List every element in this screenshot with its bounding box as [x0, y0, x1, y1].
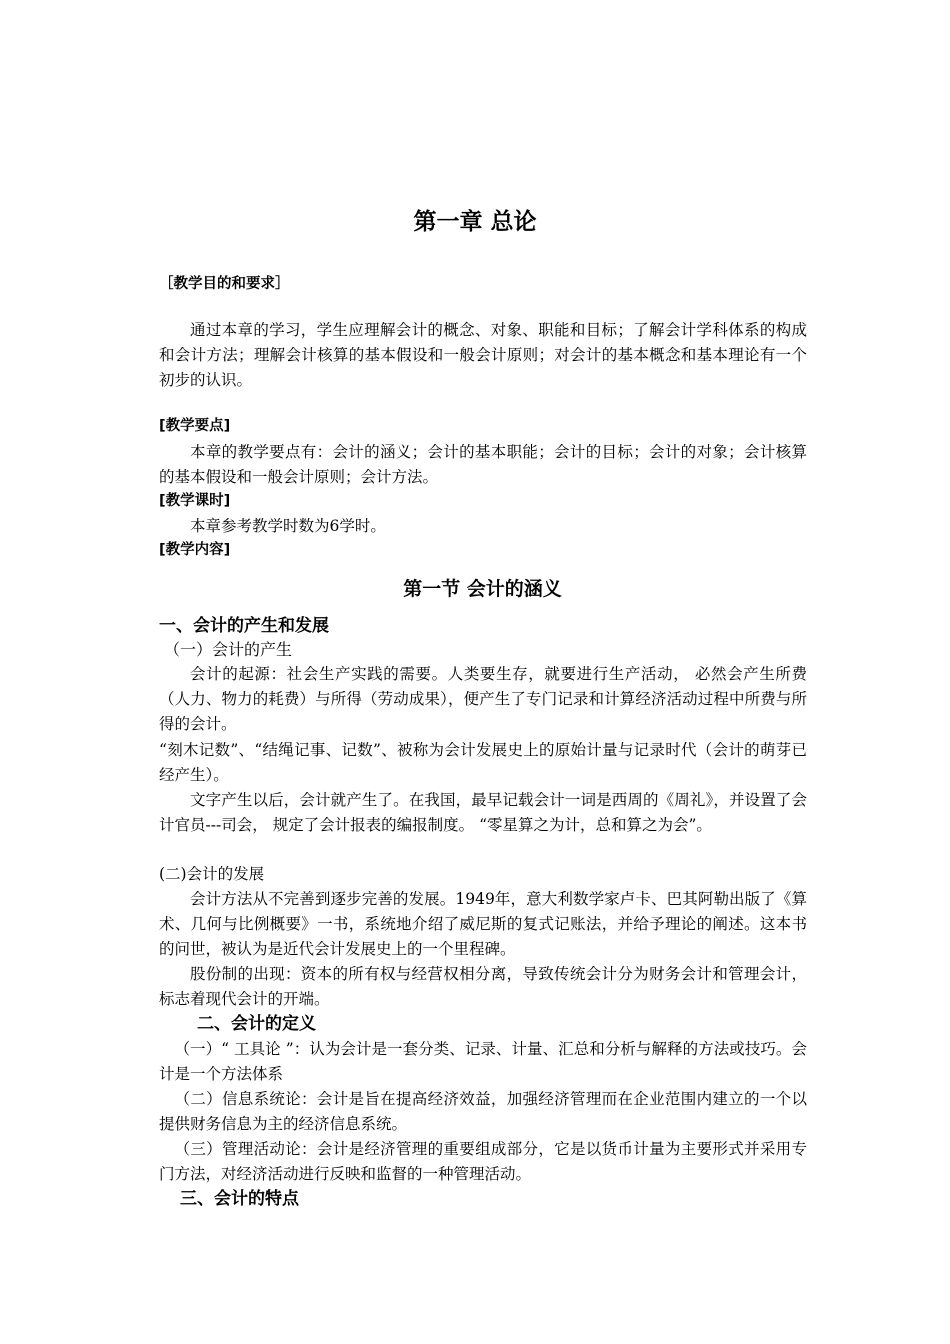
part1-sub2: (二)会计的发展: [159, 865, 265, 883]
part1-paragraph-3: 文字产生以后，会计就产生了。在我国，最早记载会计一词是西周的《周礼》，并设置了会计官员---司会， 规定了会计报表的编报制度。 “零星算之为计，总和算之为会”。: [159, 791, 807, 834]
part1-paragraph-1: 会计的起源：社会生产实践的需要。人类要生存，就要进行生产活动， 必然会产生所费（人力、物力的耗费）与所得（劳动成果），便产生了专门记录和计算经济活动过程中所费与所得的会计。: [159, 665, 807, 733]
chapter-title: 第一章 总论: [413, 209, 537, 235]
part2-heading: 二、会计的定义: [197, 1014, 316, 1034]
definition-1: （一）“ 工具论 ”：认为会计是一套分类、记录、计量、汇总和分析与解释的方法或技巧。会计是一个方法体系: [159, 1040, 807, 1083]
section-title: 第一节 会计的涵义: [403, 578, 562, 600]
hours-text: 本章参考教学时数为6学时。: [190, 517, 386, 535]
part1-heading: 一、会计的产生和发展: [159, 616, 329, 636]
part1-paragraph-5: 股份制的出现：资本的所有权与经营权相分离，导致传统会计分为财务会计和管理会计，标志着现代会计的开端。: [159, 965, 807, 1008]
part3-heading: 三、会计的特点: [180, 1189, 299, 1209]
definition-3: （三）管理活动论：会计是经济管理的重要组成部分，它是以货币计量为主要形式并采用专门方法，对经济活动进行反映和监督的一种管理活动。: [159, 1140, 807, 1183]
objectives-text: 通过本章的学习，学生应理解会计的概念、对象、职能和目标；了解会计学科体系的构成和会计方法；理解会计核算的基本假设和一般会计原则；对会计的基本概念和基本理论有一个初步的认识。: [159, 321, 807, 389]
definition-2: （二）信息系统论：会计是旨在提高经济效益，加强经济管理而在企业范围内建立的一个以提供财务信息为主的经济信息系统。: [159, 1090, 807, 1133]
part1-paragraph-4: 会计方法从不完善到逐步完善的发展。1949年，意大利数学家卢卡、巴其阿勒出版了《算术、几何与比例概要》一书，系统地介绍了威尼斯的复式记账法，并给予理论的阐述。这本书的问世，被认为是近代会计发展史上的一个里程碑。: [159, 890, 807, 958]
content-heading: [教学内容]: [159, 542, 231, 558]
part1-sub1: （一）会计的产生: [164, 640, 293, 659]
objectives-heading: ［教学目的和要求］: [159, 276, 290, 292]
key-points-heading: [教学要点]: [159, 418, 231, 434]
key-points-text: 本章的教学要点有：会计的涵义；会计的基本职能；会计的目标；会计的对象；会计核算的基本假设和一般会计原则；会计方法。: [159, 443, 807, 486]
part1-paragraph-2: “刻木记数”、“结绳记事、记数”、被称为会计发展史上的原始计量与记录时代（会计的萌芽已经产生）。: [159, 741, 807, 784]
hours-heading: [教学课时]: [159, 493, 231, 509]
